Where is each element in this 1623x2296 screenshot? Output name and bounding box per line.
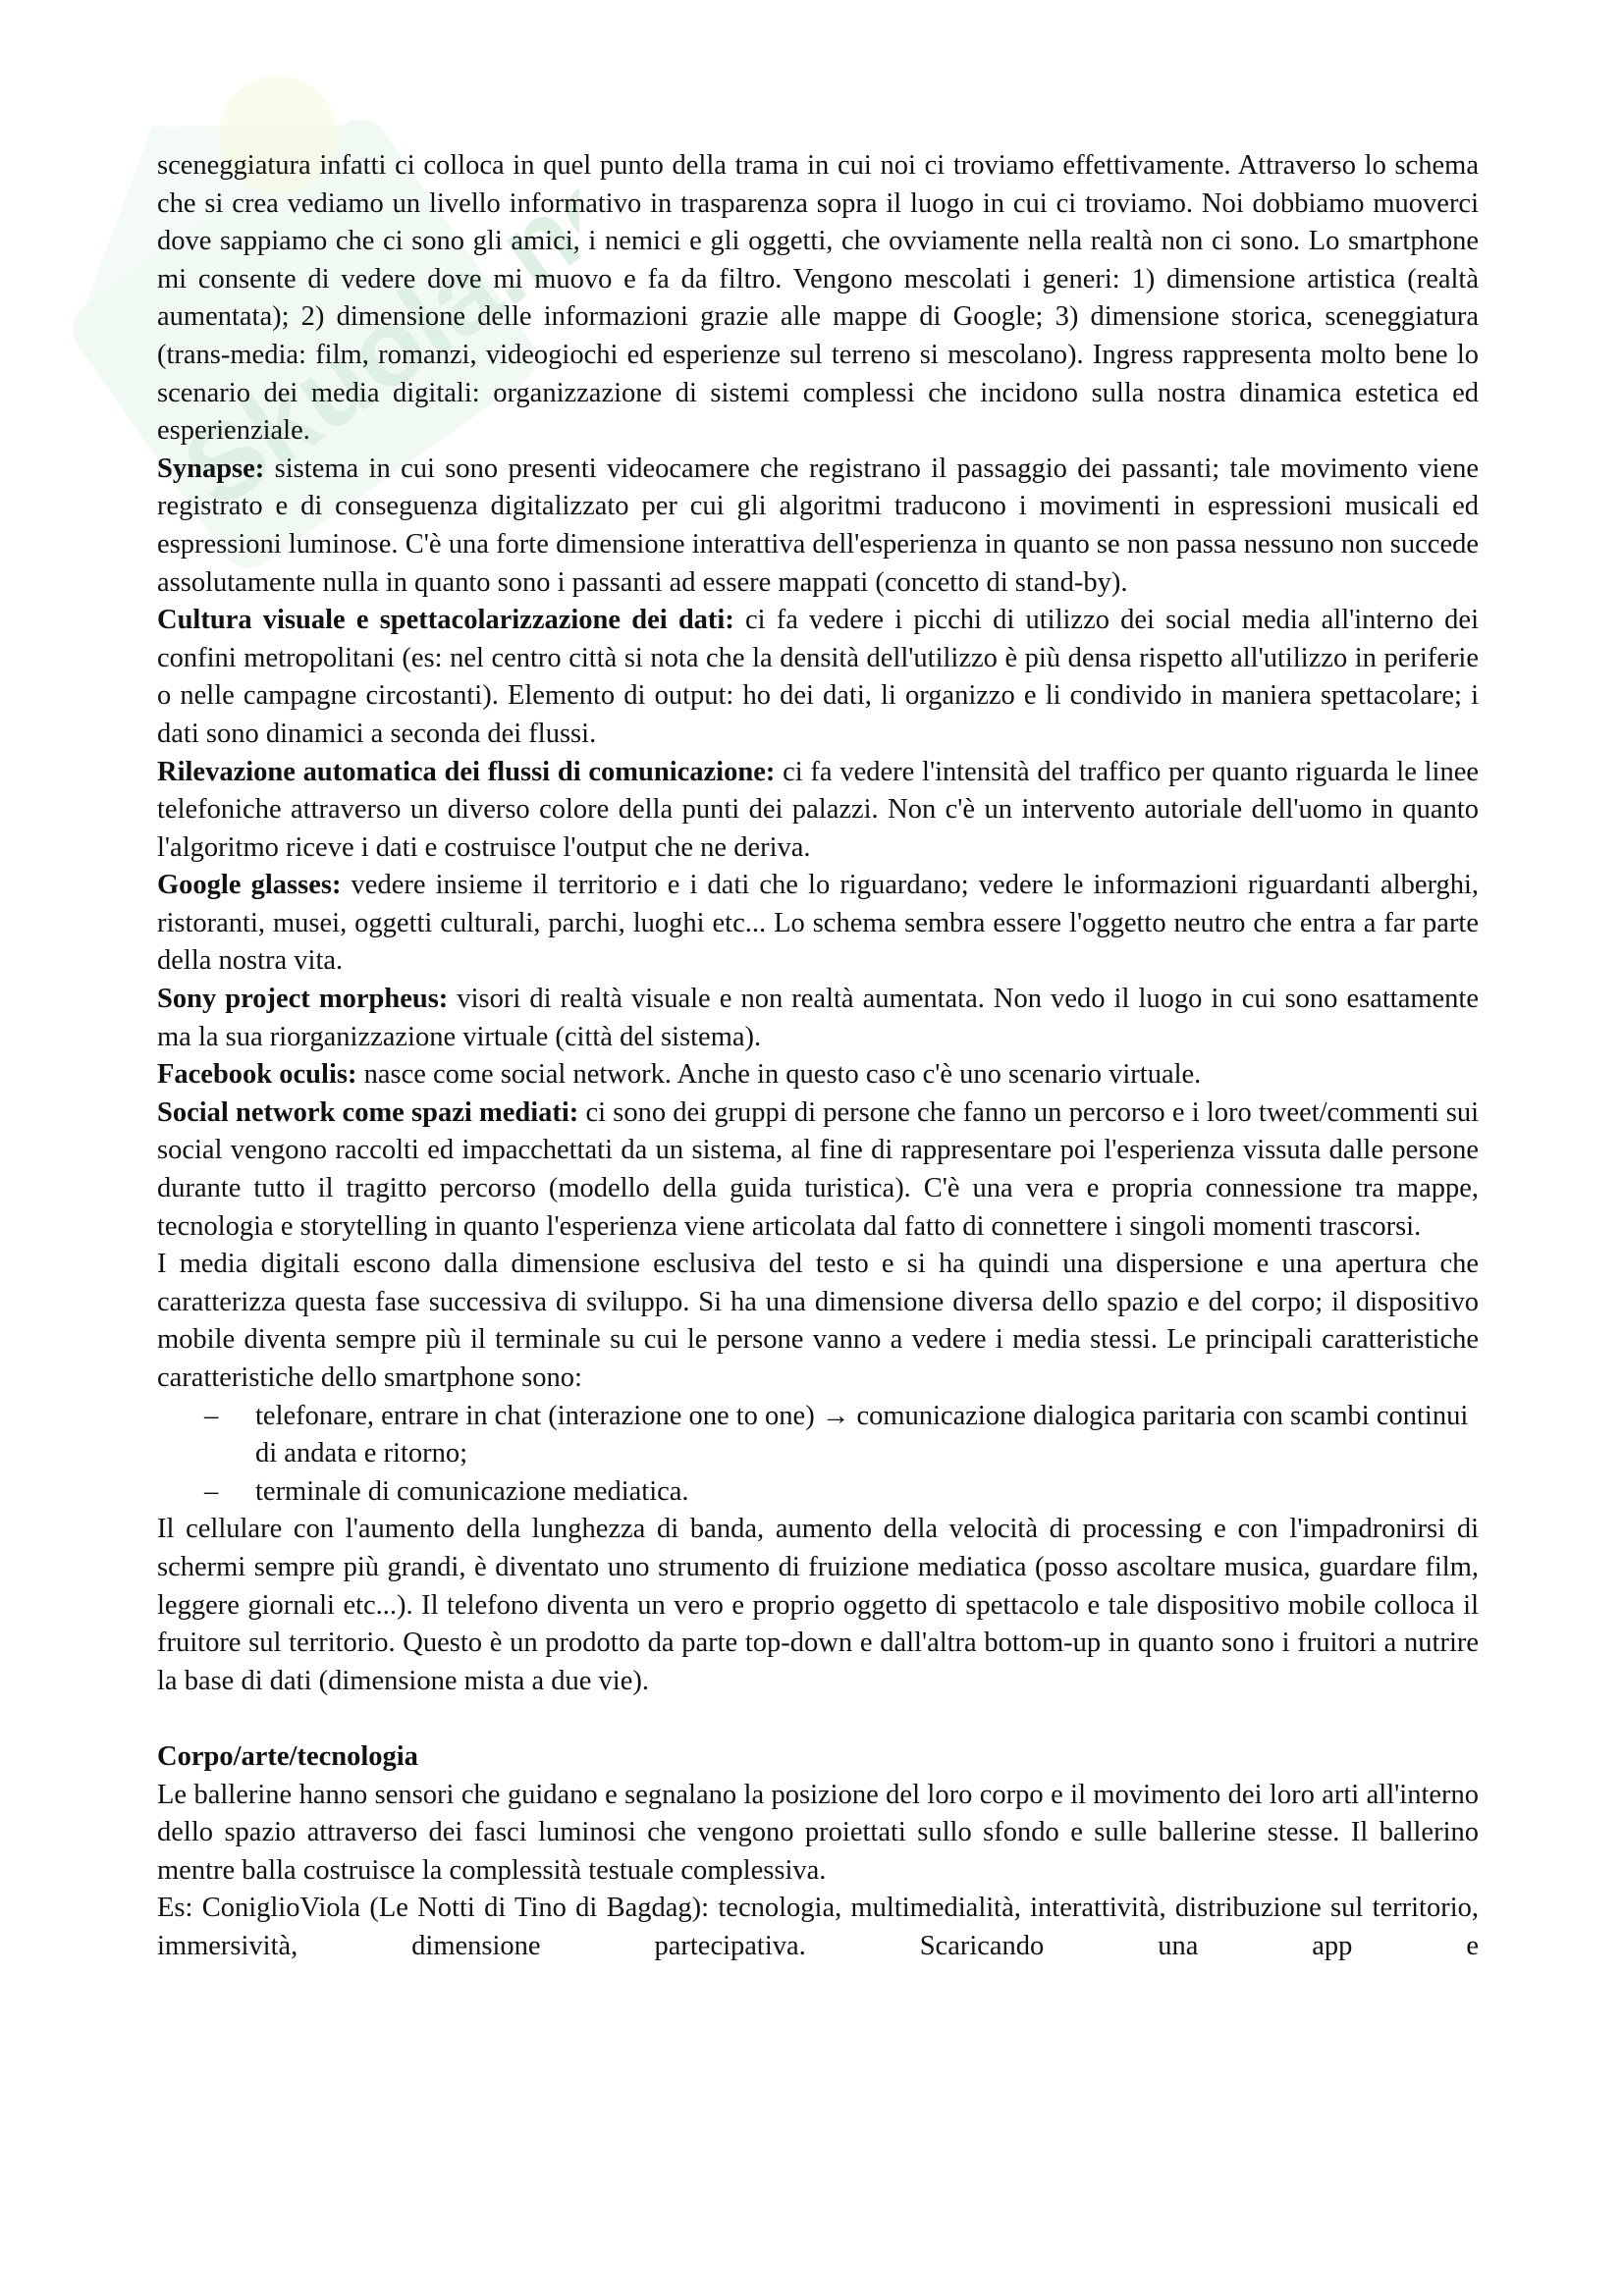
dash-bullet: – [204, 1400, 219, 1431]
list-item [204, 1473, 1479, 1512]
paragraph-social-network [157, 1095, 1479, 1246]
paragraph-ballerine: Le ballerine hanno sensori che guidano e segnalano la posizione del loro corpo e il movimento dei loro arti all'interno dello spazio attraverso dei fasci luminosi che vengono proiettati sullo sfondo e sulle ballerine stesse. Il ballerino mentre balla costruisce la complessità testuale complessiva. [157, 1779, 1479, 1886]
watermark-text: Skuola.net [162, 119, 579, 531]
dash-bullet: – [204, 1475, 219, 1507]
term-facebook-oculis: Facebook oculis: [157, 1059, 357, 1091]
paragraph-rilevazione [157, 754, 1479, 868]
paragraph-synapse [157, 451, 1479, 602]
paragraph-cellulare: Il cellulare con l'aumento della lunghezza di banda, aumento della velocità di processing e con l'impadronirsi di schermi sempre più grandi, è diventato uno strumento di fruizione mediatica (posso ascoltare musica, guardare film, leggere giornali etc...). Il telefono diventa un vero e proprio oggetto di spettacolo e tale dispositivo mobile colloca il fruitore sul territorio. Questo è un prodotto da parte top-down e dall'altra bottom-up in quanto sono i fruitori a nutrire la base di dati (dimensione mista a due vie). [157, 1514, 1479, 1696]
paragraph-facebook-oculis [157, 1056, 1479, 1095]
paragraph-esempio: Es: ConiglioViola (Le Notti di Tino di Bagdag): tecnologia, multimedialità, interattività, distribuzione sul territorio, immersività, dimensione partecipativa. Scaricando una app e [157, 1893, 1479, 1961]
term-google-glasses: Google glasses: [157, 870, 342, 901]
term-sony-morpheus: Sony project morpheus: [157, 984, 449, 1015]
text-social-network: ci sono dei gruppi di persone che fanno un percorso e i loro tweet/commenti sui social vengono raccolti ed impacchettati da un sistema, al fine di rappresentare poi l'esperienza vissuta dalle persone durante tutto il tragitto percorso (modello della guida turistica). C'è una vera e propria connessione tra mappe, tecnologia e storytelling in quanto l'esperienza viene articolata dal fatto di connettere i singoli momenti trascorsi. [157, 1096, 1479, 1242]
paragraph-sony-morpheus [157, 981, 1479, 1056]
text-facebook-oculis: nasce come social network. Anche in questo caso c'è uno scenario virtuale. [356, 1059, 1202, 1091]
section-heading: Corpo/arte/tecnologia [157, 1740, 418, 1772]
paragraph-media-digitali: I media digitali escono dalla dimensione esclusiva del testo e si ha quindi una dispersione e una apertura che caratterizza questa fase successiva di sviluppo. Si ha una dimensione diversa dello spazio e del corpo; il dispositivo mobile diventa sempre più il terminale su cui le persone vanno a vedere i media stessi. Le principali caratteristiche caratteristiche dello smartphone sono: [157, 1249, 1479, 1393]
term-rilevazione: Rilevazione automatica dei flussi di comunicazione: [157, 756, 776, 787]
text-rilevazione: ci fa vedere l'intensità del traffico per quanto riguarda le linee telefoniche attraverso un diverso colore della punti dei palazzi. Non c'è un intervento autoriale dell'uomo in quanto l'algoritmo riceve i dati e costruisce l'output che ne deriva. [157, 756, 1479, 863]
document-body [157, 147, 1479, 1966]
paragraph-ingress: sceneggiatura infatti ci colloca in quel punto della trama in cui noi ci troviamo effettivamente. Attraverso lo schema che si crea vediamo un livello informativo in trasparenza sopra il luogo in cui ci troviamo. Noi dobbiamo muoverci dove sappiamo che ci sono gli amici, i nemici e gli oggetti, che ovviamente nella realtà non ci sono. Lo smartphone mi consente di vedere dove mi muovo e fa da filtro. Vengono mescolati i generi: 1) dimensione artistica (realtà aumentata); 2) dimensione delle informazioni grazie alle mappe di Google; 3) dimensione storica, sceneggiatura (trans-media: film, romanzi, videogiochi ed esperienze sul terreno si mescolano). Ingress rappresenta molto bene lo scenario dei media digitali: organizzazione di sistemi complessi che incidono sulla nostra dinamica estetica ed esperienziale. [157, 150, 1479, 447]
list-item [204, 1398, 1479, 1473]
blank-line [157, 1700, 1479, 1738]
term-social-network: Social network come spazi mediati: [157, 1096, 579, 1128]
term-cultura-visuale: Cultura visuale e spettacolarizzazione dei dati: [157, 605, 734, 636]
text-cultura-visuale: ci fa vedere i picchi di utilizzo dei social media all'interno dei confini metropolitani (es: nel centro città si nota che la densità dell'utilizzo è più densa rispetto all'utilizzo in periferie o nelle campagne circostanti). Elemento di output: ho dei dati, li organizzo e li condivido in maniera spettacolare; i dati sono dinamici a seconda dei flussi. [157, 605, 1479, 749]
term-synapse: Synapse: [157, 453, 265, 484]
list-item-text: telefonare, entrare in chat (interazione one to one) → comunicazione dialogica paritaria con scambi continui di andata e ritorno; [255, 1400, 1469, 1469]
smartphone-features-list [157, 1398, 1479, 1512]
text-synapse: sistema in cui sono presenti videocamere che registrano il passaggio dei passanti; tale movimento viene registrato e di conseguenza digitalizzato per cui gli algoritmi traducono i movimenti in espressioni musicali ed espressioni luminose. C'è una forte dimensione interattiva dell'esperienza in quanto se non passa nessuno non succede assolutamente nulla in quanto sono i passanti ad essere mappati (concetto di stand-by). [157, 453, 1479, 598]
paragraph-google-glasses [157, 867, 1479, 981]
text-sony-morpheus: visori di realtà visuale e non realtà aumentata. Non vedo il luogo in cui sono esattamente ma la sua riorganizzazione virtuale (città del sistema). [157, 984, 1480, 1052]
text-google-glasses: vedere insieme il territorio e i dati che lo riguardano; vedere le informazioni riguardanti alberghi, ristoranti, musei, oggetti culturali, parchi, luoghi etc... Lo schema sembra essere l'oggetto neutro che entra a far parte della nostra vita. [157, 870, 1479, 977]
paragraph-cultura-visuale [157, 602, 1479, 753]
list-item-text: terminale di comunicazione mediatica. [255, 1475, 689, 1507]
